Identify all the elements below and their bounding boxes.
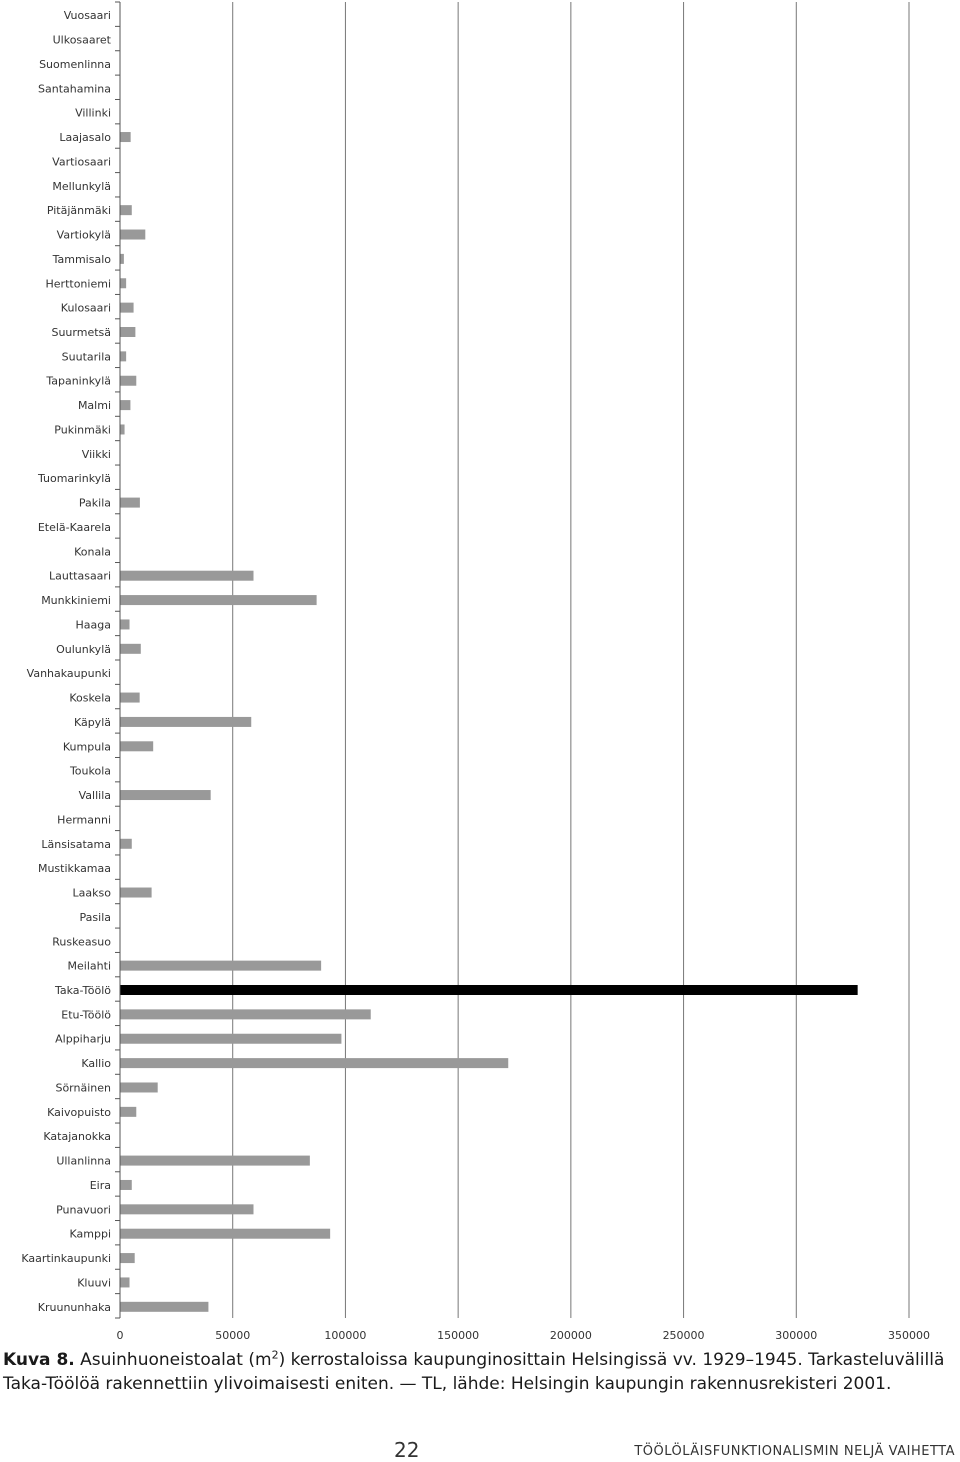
category-label: Vartiosaari: [52, 155, 111, 169]
x-tick-label: 350000: [888, 1329, 930, 1342]
category-label: Malmi: [77, 399, 111, 413]
category-label: Länsisatama: [41, 837, 111, 851]
bar: [121, 1107, 137, 1117]
bar: [121, 1009, 371, 1019]
category-label: Ruskeasuo: [52, 935, 111, 949]
x-tick-label: 200000: [549, 1329, 592, 1342]
category-label: Laakso: [72, 886, 111, 900]
bar: [121, 278, 127, 288]
x-tick-label: 300000: [775, 1329, 818, 1342]
bar: [121, 498, 140, 508]
category-label: Vallila: [78, 789, 111, 803]
category-label: Vuosaari: [63, 9, 111, 23]
category-label: Munkkiniemi: [41, 594, 111, 608]
bar: [121, 741, 154, 751]
category-label: Meilahti: [67, 959, 111, 973]
bar: [121, 230, 146, 240]
bar: [121, 1156, 310, 1166]
category-label: Tammisalo: [52, 252, 111, 266]
category-label: Pitäjänmäki: [46, 204, 111, 218]
category-label: Punavuori: [56, 1203, 111, 1217]
category-label: Viikki: [81, 447, 111, 461]
bar: [121, 693, 140, 703]
category-label: Lauttasaari: [49, 569, 111, 583]
bar: [121, 1204, 254, 1214]
bar: [121, 351, 127, 361]
bar: [121, 424, 125, 434]
bar: [121, 132, 131, 142]
page-number: 22: [394, 1438, 420, 1462]
category-label: Vartiokylä: [56, 228, 111, 242]
category-label: Kamppi: [69, 1227, 111, 1241]
category-label: Santahamina: [38, 82, 111, 96]
category-label: Käpylä: [73, 715, 111, 729]
bar: [121, 839, 132, 849]
caption-label: Kuva 8.: [3, 1350, 75, 1370]
bar: [121, 1277, 130, 1287]
highlighted-bar: [121, 985, 858, 995]
category-label: Hermanni: [57, 813, 111, 827]
category-label: Mustikkamaa: [37, 862, 111, 876]
bar: [121, 961, 322, 971]
bars: [121, 132, 858, 1312]
caption-superscript: 2: [271, 1348, 279, 1362]
x-tick-labels: [117, 1329, 931, 1342]
x-tick-label: 250000: [662, 1329, 705, 1342]
category-label: Kaartinkaupunki: [21, 1252, 111, 1266]
category-label: Ullanlinna: [56, 1154, 111, 1168]
category-label: Tapaninkylä: [46, 374, 111, 388]
bar: [121, 595, 317, 605]
bar: [121, 1034, 342, 1044]
category-label: Alppiharju: [55, 1032, 111, 1046]
running-title: TÖÖLÖLÄISFUNKTIONALISMIN NELJÄ VAIHETTA: [634, 1444, 955, 1459]
category-label: Sörnäinen: [55, 1081, 111, 1095]
bar: [121, 619, 130, 629]
bar: [121, 1058, 509, 1068]
category-label: Herttoniemi: [45, 277, 111, 291]
category-label: Oulunkylä: [56, 642, 111, 656]
bar: [121, 888, 152, 898]
axes: [115, 2, 120, 1318]
bar: [121, 254, 124, 264]
category-label: Toukola: [69, 764, 111, 778]
bar: [121, 327, 136, 337]
category-label: Kallio: [81, 1057, 111, 1071]
bar: [121, 571, 254, 581]
bar: [121, 1180, 132, 1190]
category-label: Kluuvi: [77, 1276, 111, 1290]
grid-lines: [233, 2, 909, 1318]
category-label: Koskela: [69, 691, 111, 705]
category-label: Pukinmäki: [54, 423, 111, 437]
category-label: Suomenlinna: [39, 57, 111, 71]
category-labels: [21, 9, 111, 1314]
bar: [121, 400, 131, 410]
category-label: Pasila: [79, 910, 111, 924]
category-label: Suutarila: [61, 350, 111, 364]
category-label: Tuomarinkylä: [37, 472, 111, 486]
category-label: Kulosaari: [60, 301, 111, 315]
x-tick-label: 0: [116, 1329, 124, 1342]
category-label: Laajasalo: [59, 131, 111, 145]
category-label: Eira: [89, 1178, 111, 1192]
bar: [121, 717, 252, 727]
category-label: Pakila: [78, 496, 111, 510]
category-label: Villinki: [75, 106, 111, 120]
category-label: Vanhakaupunki: [26, 667, 111, 681]
category-label: Suurmetsä: [51, 326, 111, 339]
bar: [121, 376, 137, 386]
category-label: Haaga: [75, 618, 111, 632]
category-label: Etu-Töölö: [61, 1008, 111, 1022]
category-label: Katajanokka: [43, 1130, 111, 1144]
category-label: Taka-Töölö: [54, 984, 111, 997]
category-label: Kaivopuisto: [47, 1105, 111, 1119]
x-tick-label: 50000: [215, 1329, 251, 1342]
bar: [121, 1229, 331, 1239]
category-label: Ulkosaaret: [52, 33, 111, 47]
category-label: Kumpula: [62, 740, 111, 754]
bar: [121, 1082, 158, 1092]
bar: [121, 644, 141, 654]
bar: [121, 790, 211, 800]
category-label: Mellunkylä: [52, 179, 111, 193]
bar: [121, 303, 134, 313]
figure-caption: [3, 1348, 953, 1396]
bar: [121, 1302, 209, 1312]
caption-text-start: Asuinhuoneistoalat (m: [80, 1350, 272, 1370]
category-label: Konala: [74, 545, 111, 559]
bar: [121, 205, 132, 215]
caption-text-end: ) kerrostaloissa kaupunginosittain Helsingissä vv. 1929–1945. Tarkasteluvälillä Taka-Töölöä rakennettiin ylivoimaisesti eniten. — TL, lähde: Helsingin kaupungin rakennusrekisteri 2001.: [3, 1350, 945, 1394]
x-tick-label: 100000: [324, 1329, 367, 1342]
category-label: Kruununhaka: [37, 1300, 111, 1314]
bar: [121, 1253, 135, 1263]
category-label: Etelä-Kaarela: [37, 520, 111, 534]
x-tick-label: 150000: [437, 1329, 480, 1342]
